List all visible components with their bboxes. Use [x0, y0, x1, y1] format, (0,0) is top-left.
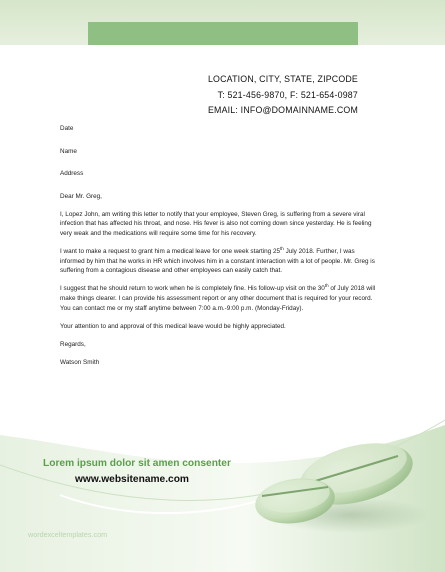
address-label: Address	[60, 170, 84, 178]
closing: Regards,	[60, 340, 86, 348]
footer-website: www.websitename.com	[75, 474, 189, 485]
address-line: LOCATION, CITY, STATE, ZIPCODE	[207, 74, 358, 84]
paragraph-2: I want to make a request to grant him a medical leave for one week starting 25th July 2018. Further, I was informed by him that he works in HR which involves him in a constant interaction with a lot of people. Mr. Greg is suffering from a contagious disease and other employees can easily catch that.	[60, 246, 375, 275]
date-label: Date	[60, 125, 74, 132]
watermark: wordexceltemplates.com	[28, 530, 108, 539]
name-label: Name	[60, 147, 77, 155]
phone-line: T: 521-456-9870, F: 521-654-0987	[217, 89, 358, 100]
footer-tagline: Lorem ipsum dolor sit amen consenter	[43, 458, 231, 469]
signature: Watson Smith	[60, 358, 100, 366]
paragraph-1: I, Lopez John, am writing this letter to notify that your employee, Steven Greg, is suffering from a severe viral infection that has affected his throat, and nose. His fever is also not coming down since yesterday. He is feeling very weak and the medications will require some time for his recovery.	[60, 210, 372, 238]
salutation: Dear Mr. Greg,	[60, 192, 102, 200]
paragraph-4: Your attention to and approval of this medical leave would be highly appreciated.	[60, 322, 286, 330]
paragraph-3: I suggest that he should return to work when he is completely fine. His follow-up visit on the 30th of July 2018 will make things clearer. I can provide his assessment report or any other document that is required for your record. You can contact me or my staff anytime between 7:00 a.m.-9:00 p.m. (Monday-Friday).	[60, 283, 376, 312]
email-line: EMAIL: INFO@DOMAINNAME.COM	[207, 105, 358, 115]
